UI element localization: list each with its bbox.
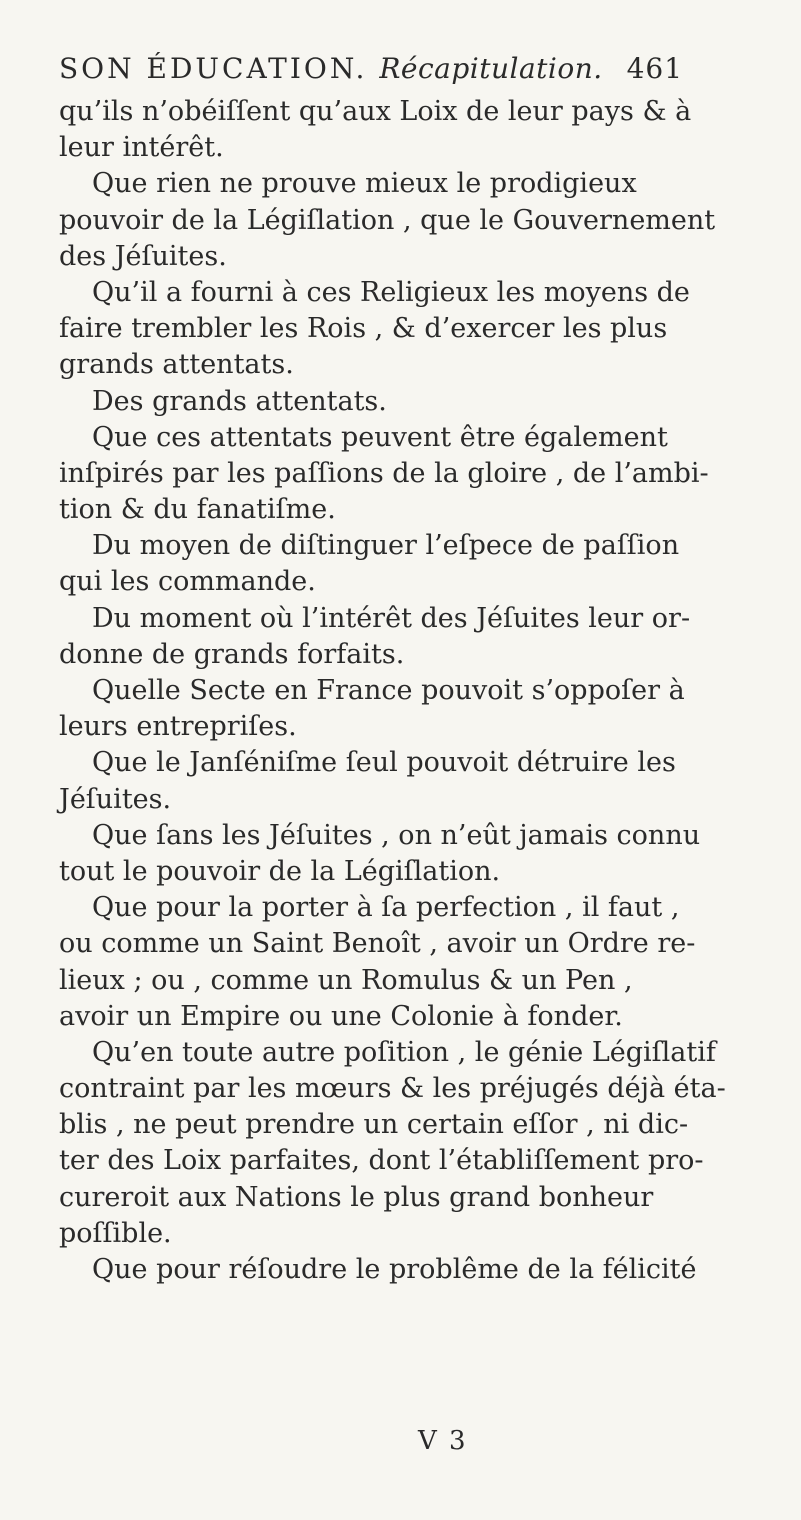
text-line: tout le pouvoir de la Légiſlation. xyxy=(59,855,501,887)
text-line: Que ſans les Jéſuites , on n’eût jamais connu xyxy=(92,819,701,851)
text-line: pouvoir de la Légiſlation , que le Gouvernement xyxy=(59,204,716,236)
text-line: Qu’il a fourni à ces Religieux les moyens de xyxy=(92,276,690,308)
text-line: donne de grands forfaits. xyxy=(59,638,405,670)
text-line: faire trembler les Rois , & d’exercer les plus xyxy=(59,313,668,345)
text-line: inſpirés par les paſſions de la gloire , de l’ambi- xyxy=(59,457,709,489)
body-text xyxy=(59,94,764,1288)
text-line: Que ces attentats peuvent être également xyxy=(92,421,668,453)
text-line: tion & du fanatiſme. xyxy=(59,494,336,526)
text-line: Du moyen de diſtinguer l’eſpece de paſſion xyxy=(92,530,680,562)
text-line: leurs entrepriſes. xyxy=(59,711,297,743)
text-line: grands attentats. xyxy=(59,349,294,381)
text-line: blis , ne peut prendre un certain eſſor , ni dic- xyxy=(59,1109,689,1141)
text-line: ou comme un Saint Benoît , avoir un Ordre re- xyxy=(59,928,696,960)
text-line: Des grands attentats. xyxy=(92,385,387,417)
text-line: contraint par les mœurs & les préjugés déjà éta- xyxy=(59,1073,726,1105)
text-line: Que rien ne prouve mieux le prodigieux xyxy=(92,168,637,200)
text-line: Que le Janſéniſme ſeul pouvoit détruire les xyxy=(92,747,676,779)
text-line: qui les commande. xyxy=(59,566,316,598)
text-line: Quelle Secte en France pouvoit s’oppoſer à xyxy=(92,675,685,706)
signature-mark: V 3 xyxy=(418,1426,468,1456)
text-line: qu’ils n’obéiſſent qu’aux Loix de leur pays & à xyxy=(59,96,692,127)
text-line: Que pour la porter à ſa perfection , il faut , xyxy=(92,892,680,924)
page-number: 461 xyxy=(626,52,684,85)
text-line: Jéſuites. xyxy=(59,783,172,815)
text-line: leur intérêt. xyxy=(59,132,224,164)
running-head-subtitle: Récapitulation. xyxy=(379,52,603,85)
text-line: ter des Loix parfaites, dont l’établiſſement pro- xyxy=(59,1145,704,1177)
text-line: lieux ; ou , comme un Romulus & un Pen , xyxy=(59,964,633,996)
text-line: avoir un Empire ou une Colonie à fonder. xyxy=(59,1000,623,1032)
running-head-title: SON ÉDUCATION. xyxy=(59,52,368,85)
text-line: cureroit aux Nations le plus grand bonheur xyxy=(59,1181,654,1213)
running-head xyxy=(59,52,759,85)
text-line: Qu’en toute autre poſition , le génie Légiſlatif xyxy=(92,1036,716,1068)
text-line: Que pour réſoudre le problême de la félicité xyxy=(92,1254,697,1285)
text-line: poſſible. xyxy=(59,1217,172,1249)
text-line: Du moment où l’intérêt des Jéſuites leur or- xyxy=(92,602,691,634)
text-line: des Jéſuites. xyxy=(59,240,227,272)
